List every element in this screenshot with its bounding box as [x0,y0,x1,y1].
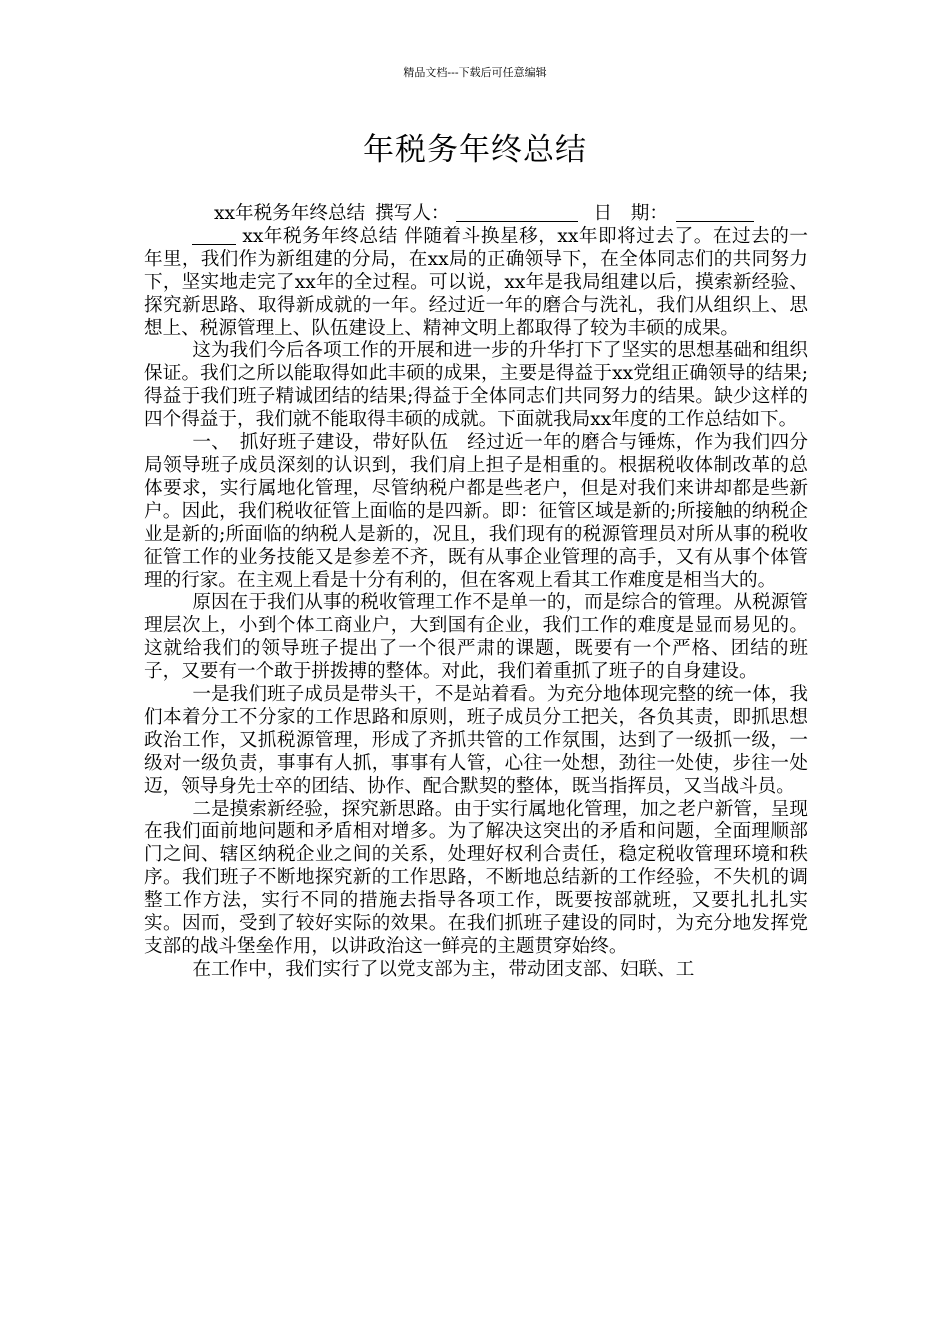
date-label: 日 期： [593,203,668,224]
page-header-note: 精品文档---下载后可任意编辑 [403,66,547,79]
document-body [144,203,808,982]
paragraph-6: 在工作中，我们实行了以党支部为主，带动团支部、妇联、工 [192,958,695,980]
paragraph-2: 一、 抓好班子建设，带好队伍 经过近一年的磨合与锤炼，作为我们四分局领导班子成员深刻的认识到，我们肩上担子是相重的。根据税收体制改革的总体要求，实行属地化管理，尽管纳税户都是些老户，但是对我们来讲却都是些新户。因此，我们税收征管上面临的是四新。即：征管区域是新的;所接触的纳税企业是新的;所面临的纳税人是新的，况且，我们现有的税源管理员对所从事的税收征管工作的业务技能又是参差不齐，既有从事企业管理的高手，又有从事个体管理的行家。在主观上看是十分有利的，但在客观上看其工作难度是相当大的。 [144,432,808,591]
paragraph-1: 这为我们今后各项工作的开展和进一步的升华打下了坚实的思想基础和组织保证。我们之所以能取得如此丰硕的成果，主要是得益于xx党组正确领导的结果;得益于我们班子精诚团结的结果;得益于全体同志们共同努力的结果。缺少这样的四个得益于，我们就不能取得丰硕的成就。下面就我局xx年度的工作总结如下。 [144,340,808,431]
document-name: xx年税务年终总结 [214,203,366,224]
writer-blank[interactable] [456,203,578,222]
paragraph-4: 一是我们班子成员是带头干，不是站着看。为充分地体现完整的统一体，我们本着分工不分家的工作思路和原则，班子成员分工把关，各负其责，即抓思想政治工作，又抓税源管理，形成了齐抓共管的工作氛围，达到了一级抓一级，一级对一级负责，事事有人抓，事事有人管，心往一处想，劲往一处使，步往一处迈，领导身先士卒的团结、协作、配合默契的整体，既当指挥员，又当战斗员。 [144,684,808,797]
intro-text: xx年税务年终总结 伴随着斗换星移，xx年即将过去了。在过去的一年里，我们作为新组建的分局，在xx局的正确领导下，在全体同志们的共同努力下，坚实地走完了xx年的全过程。可以说，xx年是我局组建以后，摸索新经验、探究新思路、取得新成就的一年。经过近一年的磨合与洗礼，我们从组织上、思想上、税源管理上、队伍建设上、精神文明上都取得了较为丰硕的成果。 [144,225,808,339]
document-meta-line [144,203,808,226]
document-title: 年税务年终总结 [363,132,587,168]
writer-label: 撰写人： [375,203,450,224]
paragraph-5: 二是摸索新经验，探究新思路。由于实行属地化管理，加之老户新管，呈现在我们面前地问题和矛盾相对增多。为了解决这突出的矛盾和问题，全面理顺部门之间、辖区纳税企业之间的关系，处理好权利合责任，稳定税收管理环境和秩序。我们班子不断地探究新的工作思路，不断地总结新的工作经验，不失机的调整工作方法，实行不同的措施去指导各项工作，既要按部就班，又要扎扎扎实实。因而，受到了较好实际的效果。在我们抓班子建设的同时，为充分地发挥党支部的战斗堡垒作用，以讲政治这一鲜亮的主题贯穿始终。 [144,798,808,957]
date-blank-continued [192,226,236,245]
paragraph-3: 原因在于我们从事的税收管理工作不是单一的，而是综合的管理。从税源管理层次上，小到个体工商业户，大到国有企业，我们工作的难度是显而易见的。这就给我们的领导班子提出了一个很严肃的课题，既要有一个严格、团结的班子，又要有一个敢于拼拨搏的整体。对此，我们着重抓了班子的自身建设。 [144,592,808,683]
date-blank[interactable] [676,203,754,222]
paragraph-intro [144,226,808,341]
